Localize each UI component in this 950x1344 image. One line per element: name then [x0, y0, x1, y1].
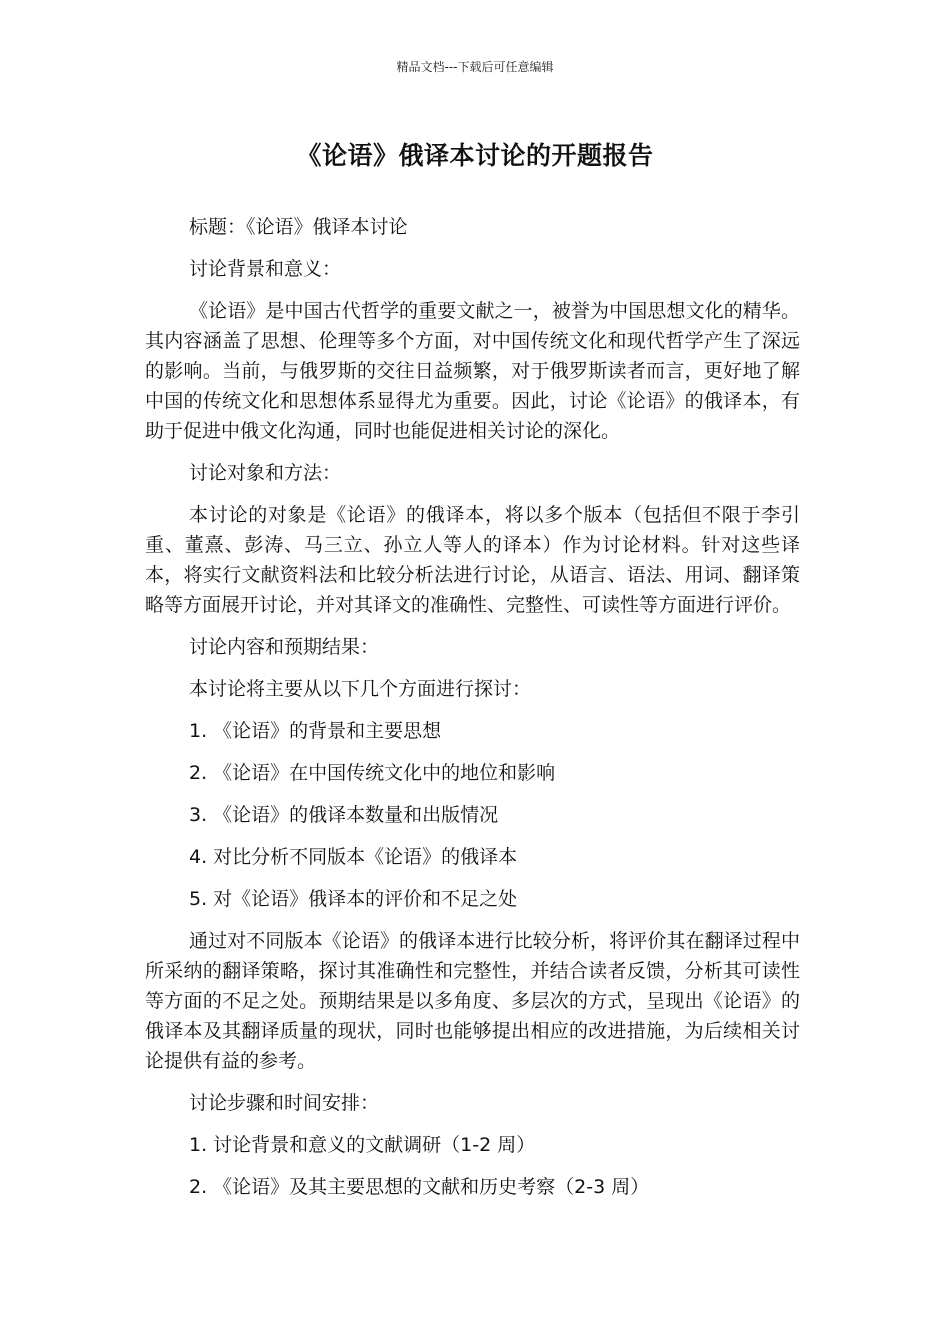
paragraph-expected-results: 通过对不同版本《论语》的俄译本进行比较分析，将评价其在翻译过程中所采纳的翻译策略，探讨其准确性和完整性，并结合读者反馈，分析其可读性等方面的不足之处。预期结果是以多角度、多层次的方式，呈现出《论语》的俄译本及其翻译质量的现状，同时也能够提出相应的改进措施，为后续相关讨论提供有益的参考。 [145, 930, 800, 1072]
list-item: 3. 《论语》的俄译本数量和出版情况 [189, 804, 499, 826]
list-item: 5. 对《论语》俄译本的评价和不足之处 [189, 888, 518, 910]
section-heading-background: 讨论背景和意义： [189, 258, 342, 280]
section-heading-method: 讨论对象和方法： [189, 462, 342, 484]
content-intro-line: 本讨论将主要从以下几个方面进行探讨： [189, 678, 532, 700]
section-heading-schedule: 讨论步骤和时间安排： [189, 1092, 380, 1114]
section-heading-content: 讨论内容和预期结果： [189, 636, 380, 658]
document-title: 《论语》俄译本讨论的开题报告 [296, 141, 654, 170]
schedule-item: 2. 《论语》及其主要思想的文献和历史考察（2-3 周） [189, 1176, 650, 1198]
paragraph-background: 《论语》是中国古代哲学的重要文献之一，被誉为中国思想文化的精华。其内容涵盖了思想、伦理等多个方面，对中国传统文化和现代哲学产生了深远的影响。当前，与俄罗斯的交往日益频繁，对于俄罗斯读者而言，更好地了解中国的传统文化和思想体系显得尤为重要。因此，讨论《论语》的俄译本，有助于促进中俄文化沟通，同时也能促进相关讨论的深化。 [145, 300, 800, 442]
paragraph-method: 本讨论的对象是《论语》的俄译本，将以多个版本（包括但不限于李引重、董熹、彭涛、马三立、孙立人等人的译本）作为讨论材料。针对这些译本，将实行文献资料法和比较分析法进行讨论，从语言、语法、用词、翻译策略等方面展开讨论，并对其译文的准确性、完整性、可读性等方面进行评价。 [145, 504, 800, 616]
list-item: 2. 《论语》在中国传统文化中的地位和影响 [189, 762, 556, 784]
document-body [145, 212, 800, 1214]
heading-title-line: 标题：《论语》俄译本讨论 [189, 216, 408, 238]
page-header: 精品文档---下载后可任意编辑 [396, 60, 554, 74]
list-item: 1. 《论语》的背景和主要思想 [189, 720, 442, 742]
list-item: 4. 对比分析不同版本《论语》的俄译本 [189, 846, 518, 868]
schedule-item: 1. 讨论背景和意义的文献调研（1-2 周） [189, 1134, 536, 1156]
